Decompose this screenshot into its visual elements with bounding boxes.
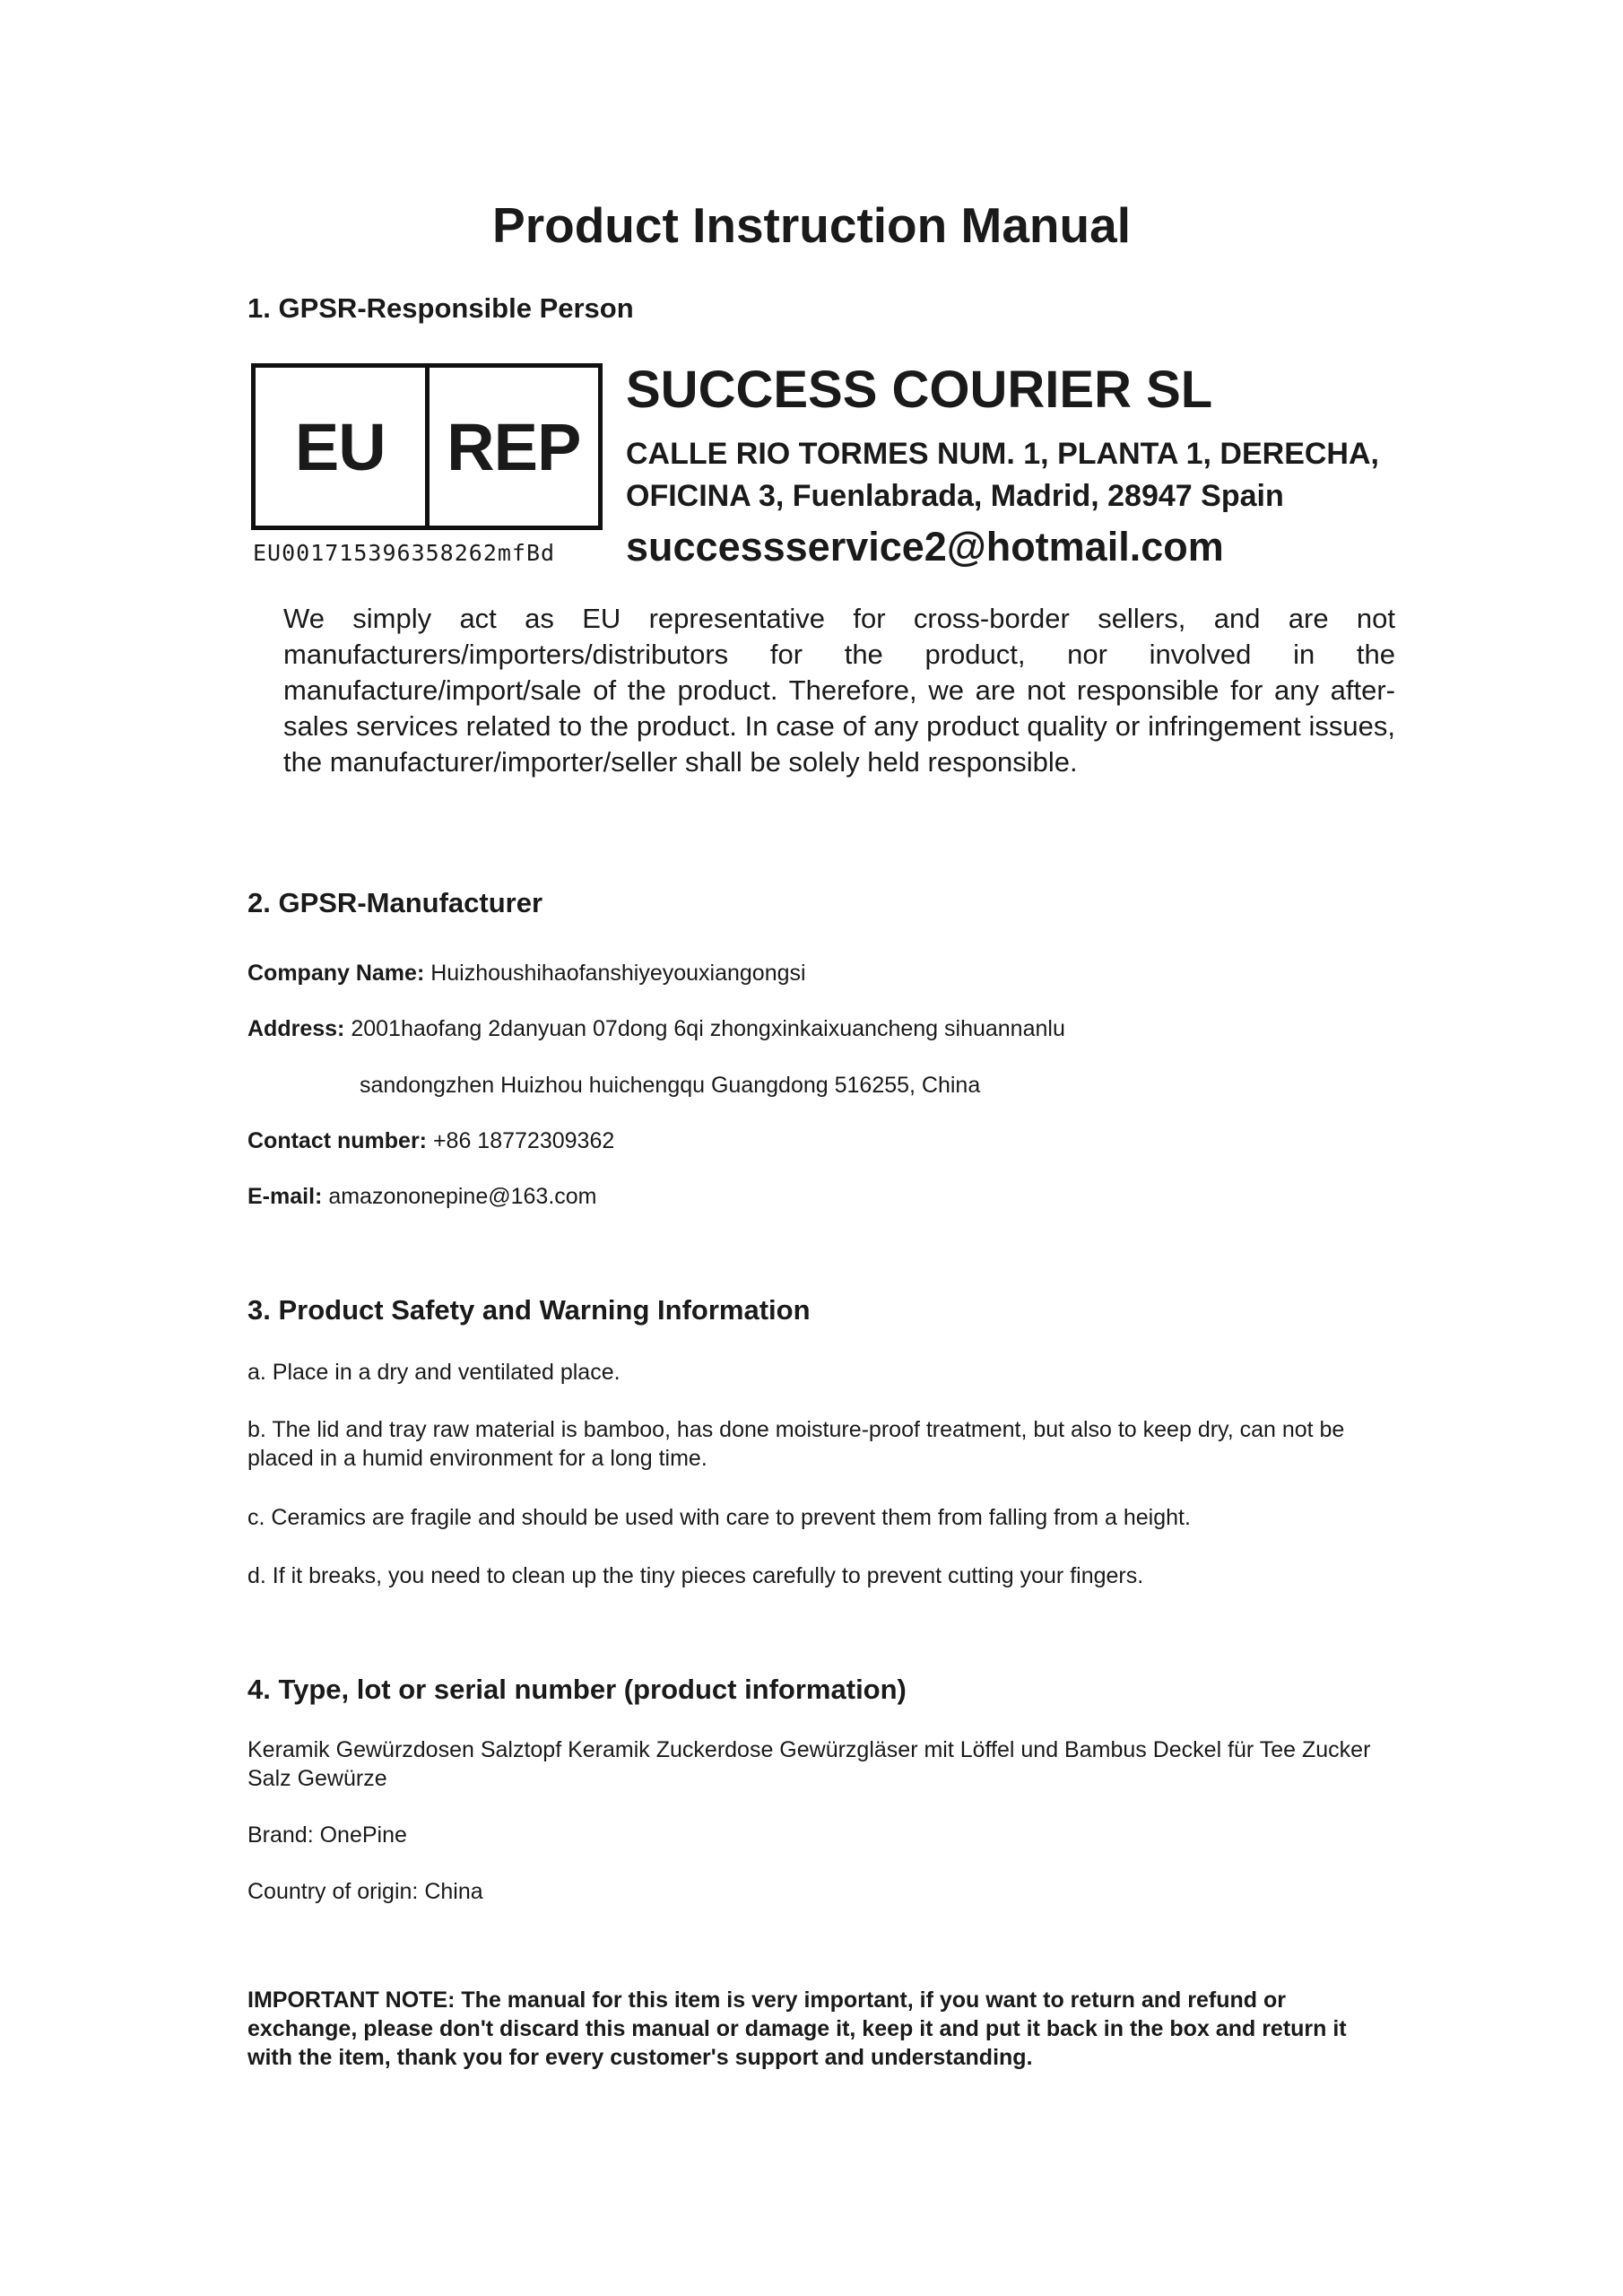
product-description: Keramik Gewürzdosen Salztopf Keramik Zuckerdose Gewürzgläser mit Löffel und Bambus Deckel für Tee Zucker Salz Gewürze	[247, 1737, 1371, 1791]
section-2-heading: 2. GPSR-Manufacturer	[247, 887, 543, 918]
eu-rep-badge-right: REP	[447, 409, 581, 484]
section-1-heading: 1. GPSR-Responsible Person	[247, 292, 634, 324]
safety-item-c: c. Ceramics are fragile and should be used with care to prevent them from falling from a height.	[247, 1505, 1191, 1530]
address-line1: 2001haofang 2danyuan 07dong 6qi zhongxinkaixuancheng sihuannanlu	[351, 1016, 1065, 1041]
eu-rep-badge	[251, 363, 603, 530]
rep-address-line2: OFICINA 3, Fuenlabrada, Madrid, 28947 Spain	[626, 479, 1284, 513]
address-line2: sandongzhen Huizhou huichengqu Guangdong 516255, China	[360, 1073, 981, 1098]
address-label: Address:	[247, 1016, 345, 1041]
safety-item-a: a. Place in a dry and ventilated place.	[247, 1360, 621, 1385]
address-field	[247, 1014, 1065, 1043]
product-origin: Country of origin: China	[247, 1879, 483, 1904]
contact-number-field	[247, 1126, 614, 1155]
rep-address-line1: CALLE RIO TORMES NUM. 1, PLANTA 1, DERECHA,	[626, 437, 1379, 471]
eu-rep-code: EU001715396358262mfBd	[253, 540, 556, 566]
company-name-field	[247, 959, 806, 987]
contact-number-label: Contact number:	[247, 1128, 427, 1153]
safety-item-d: d. If it breaks, you need to clean up the tiny pieces carefully to prevent cutting your fingers.	[247, 1563, 1144, 1588]
rep-company-name: SUCCESS COURIER SL	[626, 361, 1213, 419]
contact-number-value: +86 18772309362	[432, 1128, 615, 1153]
important-note: IMPORTANT NOTE: The manual for this item is very important, if you want to return and refund or exchange, please don't discard this manual or damage it, keep it and put it back in the box and return it with the item, thank you for every customer's support and understanding.	[247, 1987, 1347, 2070]
product-brand: Brand: OnePine	[247, 1822, 407, 1848]
eu-rep-badge-left: EU	[256, 368, 430, 526]
company-name-value: Huizhoushihaofanshiyeyouxiangongsi	[430, 961, 806, 986]
section-4-heading: 4. Type, lot or serial number (product information)	[247, 1674, 907, 1705]
page-title: Product Instruction Manual	[492, 197, 1131, 253]
rep-disclaimer: We simply act as EU representative for cross-border sellers, and are not manufacturers/importers/distributors for the product, nor involved in the manufacture/import/sale of the product. Therefore, we are not responsible for any after-sales services related to the product. In case of any product quality or infringement issues, the manufacturer/importer/seller shall be solely held responsible.	[283, 603, 1395, 778]
company-name-label: Company Name:	[247, 961, 425, 986]
safety-item-b: b. The lid and tray raw material is bamboo, has done moisture-proof treatment, but also to keep dry, can not be placed in a humid environment for a long time.	[247, 1417, 1345, 1471]
email-field	[247, 1182, 597, 1211]
section-3-heading: 3. Product Safety and Warning Information	[247, 1294, 811, 1326]
rep-email: successservice2@hotmail.com	[626, 524, 1224, 570]
email-label: E-mail:	[247, 1184, 323, 1209]
email-value: amazononepine@163.com	[328, 1184, 597, 1209]
